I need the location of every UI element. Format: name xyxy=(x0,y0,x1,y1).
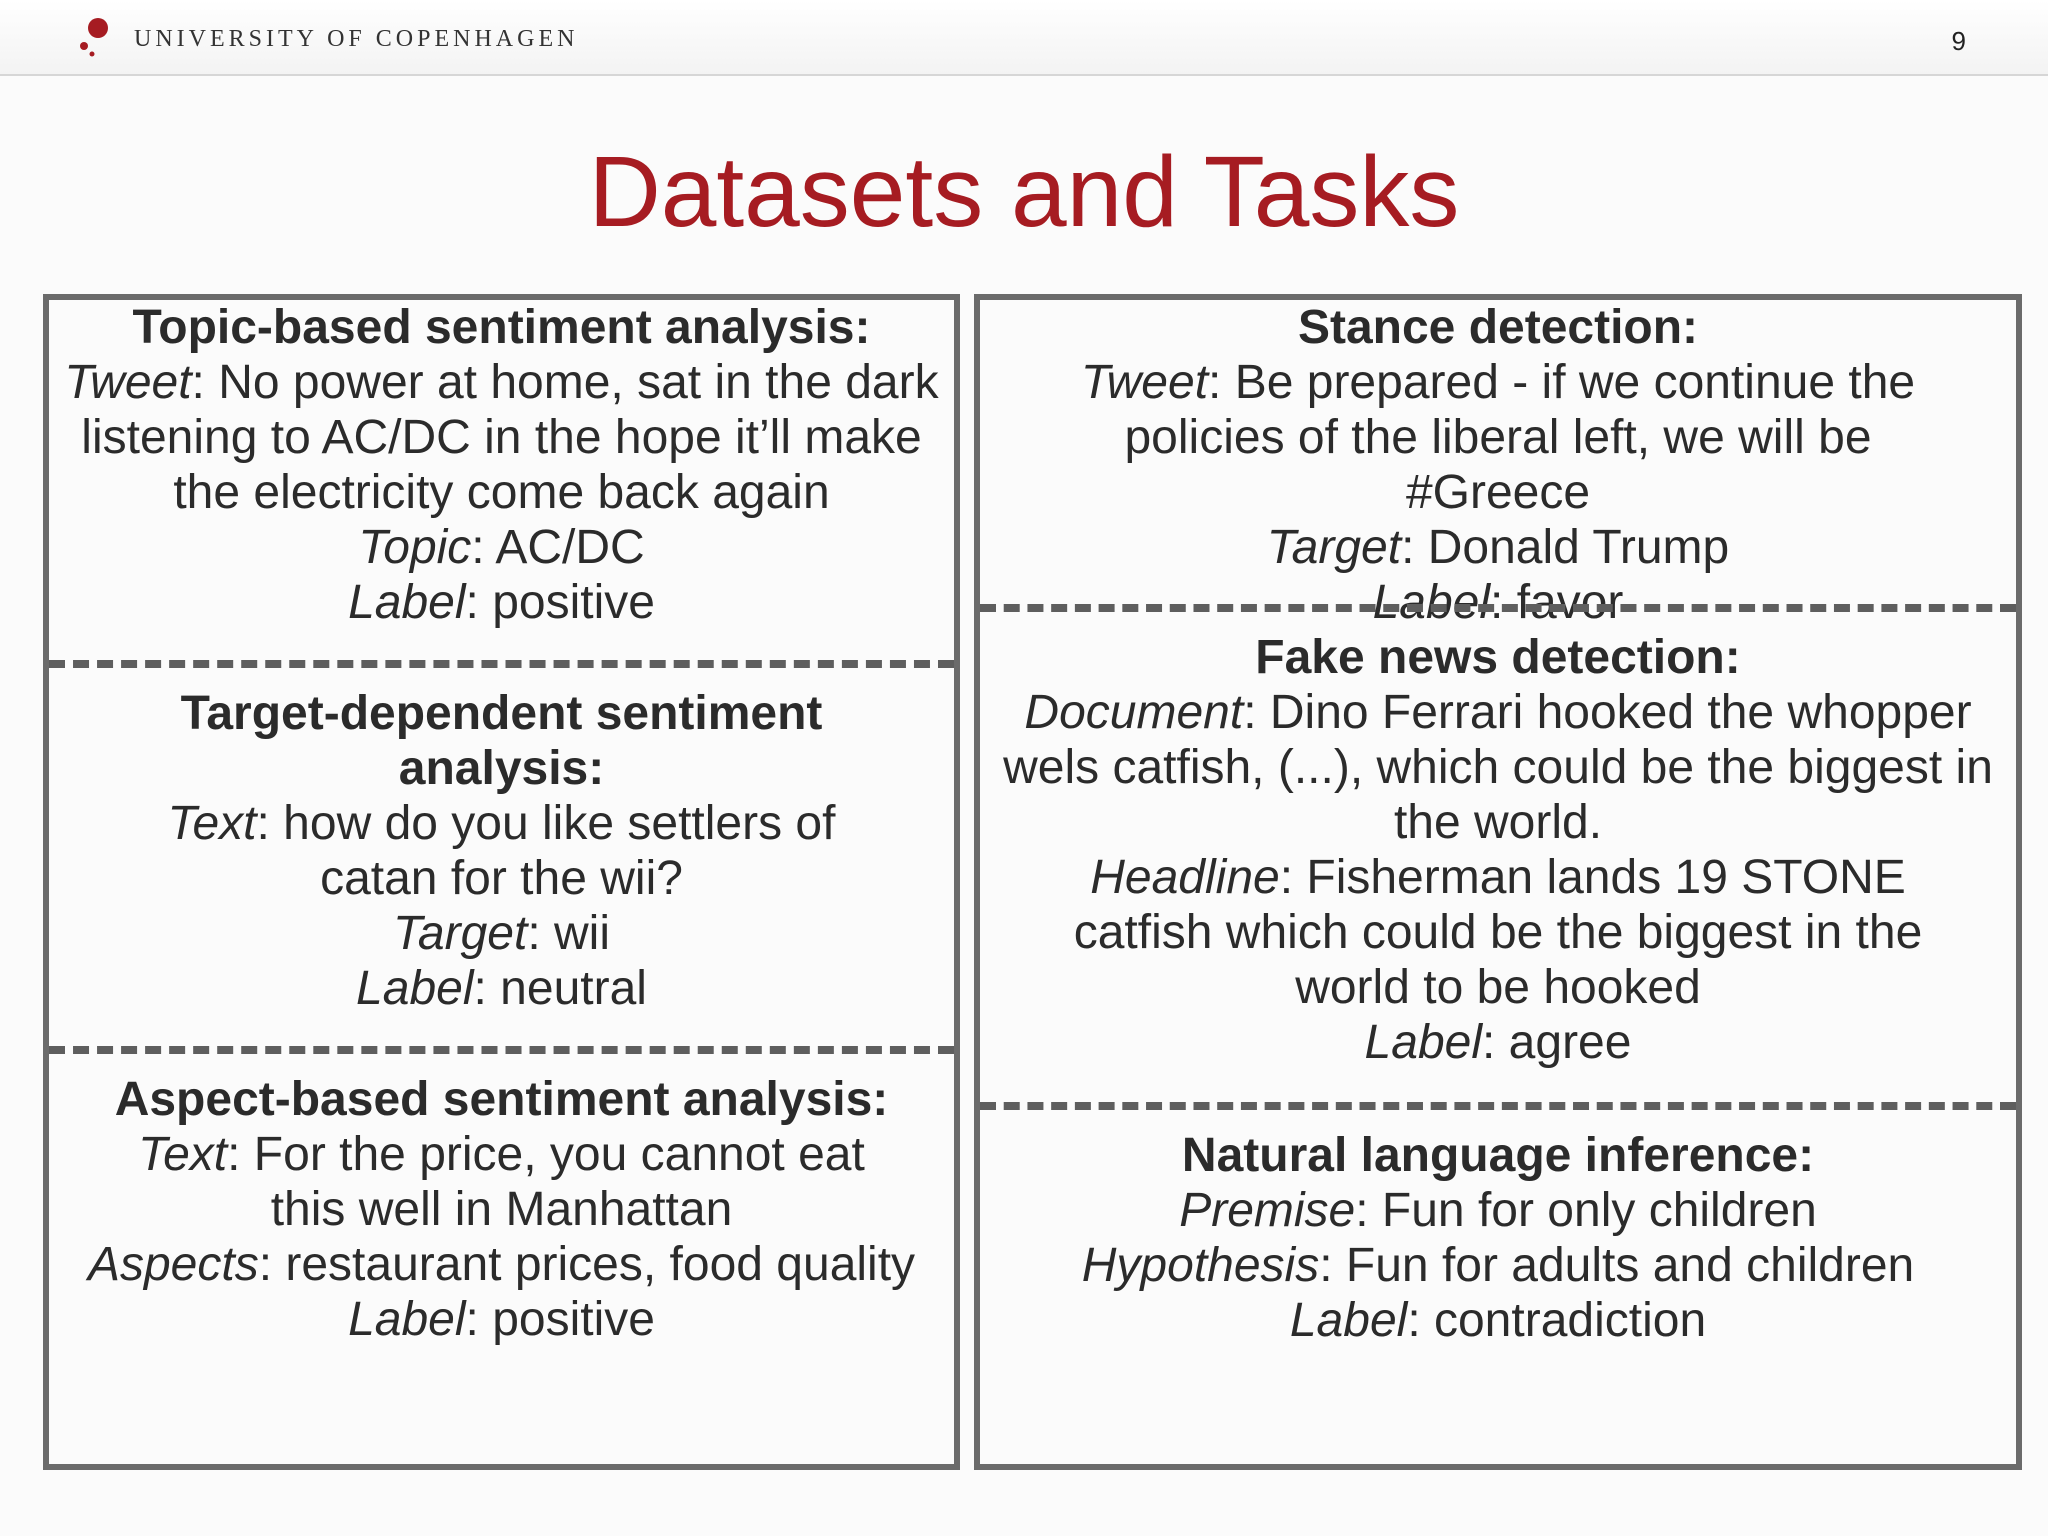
label-line xyxy=(49,575,954,630)
field-key: Headline xyxy=(1090,851,1280,904)
section-divider xyxy=(49,1046,954,1054)
field-key: Label xyxy=(1372,576,1491,629)
field-key: Document xyxy=(1024,686,1244,739)
field-key: Label xyxy=(356,962,474,1015)
target-line xyxy=(990,520,2006,575)
field-key: Aspects xyxy=(87,1238,259,1291)
field-value: : restaurant prices, food quality xyxy=(258,1238,916,1291)
target-line xyxy=(109,906,894,961)
field-value: : Dino Ferrari hooked the whopper wels catfish, (...), which could be the biggest in the world. xyxy=(1003,686,1993,849)
label-line xyxy=(992,1015,2004,1070)
tweet-line xyxy=(990,355,2006,520)
field-key: Label xyxy=(348,576,466,629)
premise-line xyxy=(980,1183,2016,1238)
field-value: : positive xyxy=(465,1293,655,1346)
slide-header xyxy=(0,0,2048,76)
hypothesis-line xyxy=(980,1238,2016,1293)
nli-section xyxy=(980,1128,2016,1348)
target-sentiment-section xyxy=(49,686,954,1016)
field-value: : agree xyxy=(1482,1016,1632,1069)
field-value: : No power at home, sat in the dark listening to AC/DC in the hope it’ll make the electricity come back again xyxy=(81,356,939,519)
university-logo-icon xyxy=(76,16,112,62)
field-value: : wii xyxy=(527,907,610,960)
topic-line xyxy=(49,520,954,575)
section-heading: Natural language inference: xyxy=(1181,1129,1815,1182)
field-key: Tweet xyxy=(64,356,192,409)
text-line xyxy=(109,796,894,906)
stance-detection-section xyxy=(980,300,2016,630)
label-line xyxy=(57,1292,946,1347)
tweet-line xyxy=(49,355,954,520)
document-line xyxy=(992,685,2004,850)
field-key: Target xyxy=(393,907,528,960)
headline-line xyxy=(992,850,2004,1015)
label-line xyxy=(980,1293,2016,1348)
field-value: : Fun for adults and children xyxy=(1319,1239,1915,1292)
section-heading: Fake news detection: xyxy=(1255,631,1741,684)
field-value: : favor xyxy=(1490,576,1624,629)
field-key: Topic xyxy=(358,521,472,574)
field-value: : neutral xyxy=(473,962,647,1015)
aspects-line xyxy=(57,1237,946,1292)
section-heading: Stance detection: xyxy=(1297,301,1699,354)
label-line xyxy=(990,575,2006,630)
text-line xyxy=(57,1127,946,1237)
field-value: : For the price, you cannot eat this well in Manhattan xyxy=(227,1128,865,1236)
field-key: Label xyxy=(1364,1016,1482,1069)
topic-sentiment-section xyxy=(49,300,954,630)
section-divider xyxy=(49,660,954,668)
slide-title: Datasets and Tasks xyxy=(588,136,1460,248)
section-heading: Aspect-based sentiment analysis: xyxy=(114,1073,889,1126)
field-value: : contradiction xyxy=(1407,1294,1707,1347)
label-line xyxy=(109,961,894,1016)
field-value: : Donald Trump xyxy=(1401,521,1730,574)
fake-news-section xyxy=(980,630,2016,1070)
field-key: Label xyxy=(348,1293,466,1346)
section-heading: Topic-based sentiment analysis: xyxy=(132,301,871,354)
field-value: : AC/DC xyxy=(471,521,645,574)
field-key: Target xyxy=(1266,521,1402,574)
field-value: : positive xyxy=(465,576,655,629)
field-key: Text xyxy=(138,1128,228,1181)
university-name: UNIVERSITY OF COPENHAGEN xyxy=(134,26,579,52)
left-panel xyxy=(43,294,960,1470)
section-divider xyxy=(980,1102,2016,1110)
section-divider xyxy=(980,604,2016,612)
field-value: : Be prepared - if we continue the policies of the liberal left, we will be #Greece xyxy=(1124,356,1916,519)
field-key: Label xyxy=(1289,1294,1408,1347)
field-key: Text xyxy=(167,797,257,850)
field-value: : how do you like settlers of catan for the wii? xyxy=(256,797,836,905)
field-value: : Fun for only children xyxy=(1355,1184,1817,1237)
field-key: Hypothesis xyxy=(1081,1239,1320,1292)
field-value: : Fisherman lands 19 STONE catfish which could be the biggest in the world to be hooked xyxy=(1073,851,1923,1014)
right-panel xyxy=(974,294,2022,1470)
page-number: 9 xyxy=(1951,26,1966,56)
field-key: Tweet xyxy=(1080,356,1209,409)
section-heading: Target-dependent sentiment analysis: xyxy=(180,687,823,795)
aspect-sentiment-section xyxy=(49,1072,954,1347)
field-key: Premise xyxy=(1179,1184,1356,1237)
